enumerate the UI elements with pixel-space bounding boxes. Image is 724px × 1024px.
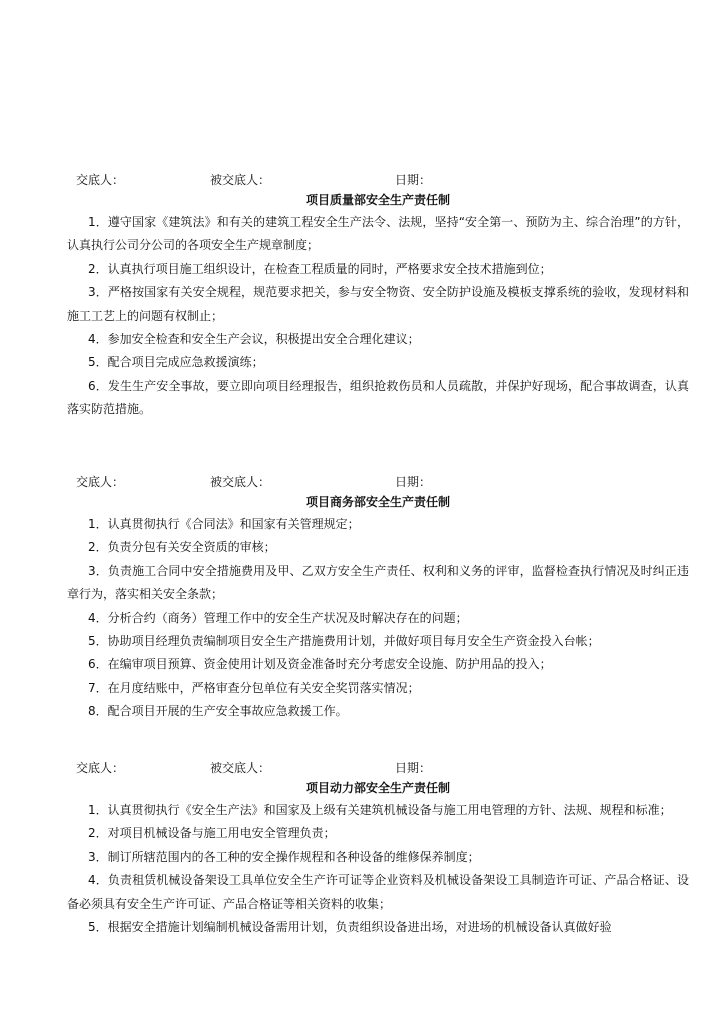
section-title: 项目动力部安全生产责任制 [305, 781, 450, 795]
handover-to-label: 被交底人： [210, 761, 271, 775]
handover-from-label: 交底人： [76, 173, 125, 187]
list-item: 3．制订所辖范围内的各工种的安全操作规程和各种设备的维修保养制度； [88, 849, 480, 864]
list-item: 1．遵守国家《建筑法》和有关的建筑工程安全生产法令、法规，坚持“安全第一、预防为主、综合治理”的方针，认真执行公司分公司的各项安全生产规章制度； [67, 215, 689, 253]
handover-to-label: 被交底人： [210, 173, 271, 187]
list-item: 2．负责分包有关安全资质的审核； [88, 540, 276, 555]
signature-row [67, 758, 689, 778]
section-business [67, 472, 689, 724]
list-item: 6．发生生产安全事故，要立即向项目经理报告，组织抢救伤员和人员疏散，并保护好现场，配合事故调查，认真落实防范措施。 [67, 378, 689, 417]
list-item: 1．认真贯彻执行《合同法》和国家有关管理规定； [88, 517, 360, 531]
list-item: 5．协助项目经理负责编制项目安全生产措施费用计划，并做好项目每月安全生产资金投入台帐； [88, 634, 600, 649]
handover-from-label: 交底人： [76, 761, 125, 775]
list-item: 2．对项目机械设备与施工用电安全管理负责； [88, 826, 336, 841]
list-item: 3．严格按国家有关安全规程，规范要求把关，参与安全物资、安全防护设施及模板支撑系统的验收，发现材料和施工工艺上的问题有权制止； [67, 285, 689, 323]
signature-row [67, 170, 689, 190]
date-label: 日期： [395, 761, 432, 775]
section-title: 项目质量部安全生产责任制 [305, 193, 450, 207]
list-item: 4．负责租赁机械设备架设工具单位安全生产许可证等企业资料及机械设备架设工具制造许可证、产品合格证、设备必须具有安全生产许可证、产品合格证等相关资料的收集； [67, 873, 689, 911]
list-item: 4．参加安全检查和安全生产会议，积极提出安全合理化建议； [88, 332, 420, 347]
list-item: 4．分析合约（商务）管理工作中的安全生产状况及时解决存在的问题； [88, 610, 468, 625]
signature-row [67, 472, 689, 492]
list-item: 8．配合项目开展的生产安全事故应急救援工作。 [88, 704, 348, 719]
list-item: 6．在编审项目预算、资金使用计划及资金准备时充分考虑安全设施、防护用品的投入； [88, 657, 552, 672]
list-item: 7．在月度结账中，严格审查分包单位有关安全奖罚落实情况； [88, 680, 420, 695]
date-label: 日期： [395, 475, 432, 489]
list-item: 5．配合项目完成应急救援演练； [88, 355, 264, 370]
list-item: 1．认真贯彻执行《安全生产法》和国家及上级有关建筑机械设备与施工用电管理的方针、法规、规程和标准； [88, 803, 672, 817]
handover-from-label: 交底人： [76, 475, 125, 489]
section-quality [67, 170, 689, 422]
date-label: 日期： [395, 173, 432, 187]
handover-to-label: 被交底人： [210, 475, 271, 489]
list-item: 3．负责施工合同中安全措施费用及甲、乙双方安全生产责任、权利和义务的评审，监督检查执行情况及时纠正违章行为，落实相关安全条款； [67, 563, 689, 602]
list-item: 5．根据安全措施计划编制机械设备需用计划，负责组织设备进出场，对进场的机械设备认真做好验 [88, 920, 612, 935]
section-title: 项目商务部安全生产责任制 [305, 495, 450, 509]
section-power [67, 758, 689, 939]
list-item: 2．认真执行项目施工组织设计，在检查工程质量的同时，严格要求安全技术措施到位； [88, 261, 552, 276]
